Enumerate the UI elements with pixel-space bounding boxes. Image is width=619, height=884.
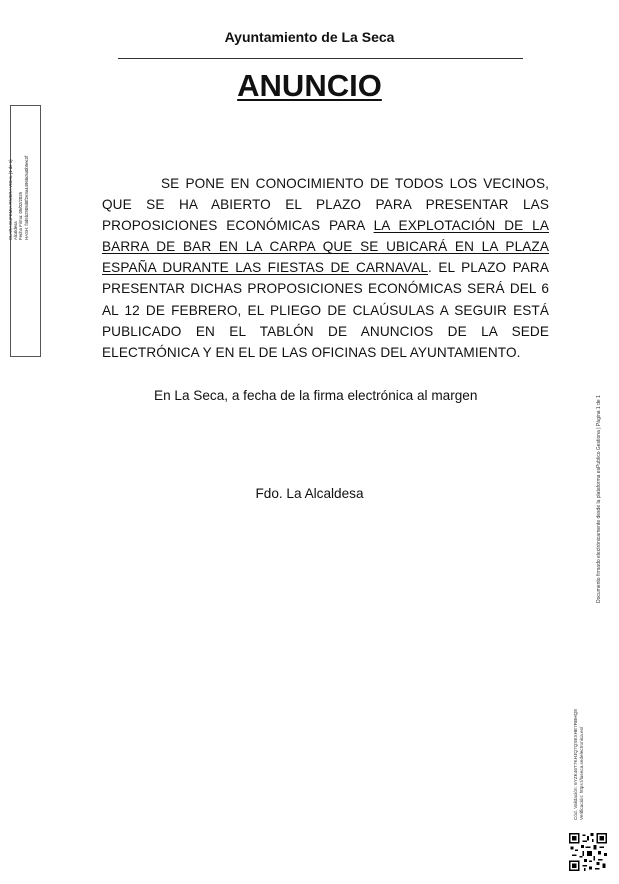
body-text-details: . EL PLAZO PARA PRESENTAR DICHAS PROPOSICIONES ECONÓMICAS SERÁ DEL 6 AL 12 DE FEBRERO, EL PLIEGO DE CLAÚSULAS A SEGUIR ESTÁ PUBLICADO EN EL TABLÓN DE ANUNCIOS DE LA SEDE ELECTRÓNICA Y EN EL DE LAS OFICINAS DEL AYUNTAMIENTO.: [102, 260, 549, 360]
page-title: [0, 68, 619, 104]
signer: Fdo. La Alcaldesa: [255, 486, 364, 501]
header-divider: [118, 58, 523, 59]
organization-name: Ayuntamiento de La Seca: [224, 29, 395, 45]
body-text-intro: SE PONE EN CONOCIMIENTO DE TODOS LOS VECINOS, QUE SE HA ABIERTO EL PLAZO PARA PRESENTAR LAS PROPOSICIONES ECONÓMICAS PARA: [102, 176, 549, 234]
validation-code: Cód. Validación: 6YZK46T7KHJQ7QSEXHE7RBHQ8: [573, 709, 578, 820]
stamp-signer-role: Alcaldesa: [13, 221, 19, 240]
stamp-hash: HASH: f4d5b2905d8f2e3a44966c5a0b5ec2f: [23, 155, 29, 240]
place-date: En La Seca, a fecha de la firma electrónica al margen: [154, 388, 478, 403]
verification-url: Verificación: https://laseca.sedelectronica.es/: [578, 726, 584, 820]
qr-code-icon: [569, 833, 607, 871]
platform-note: Documento firmado electrónicamente desde la plataforma esPublico Gestiona | Página 1 de 1: [596, 395, 602, 603]
stamp-signer-name: CLARA EUFEMIA RIVERA VIDAL (1 de 1): [8, 159, 13, 240]
body-text-subject: LA EXPLOTACIÓN DE LA BARRA DE BAR EN LA CARPA QUE SE UBICARÁ EN LA PLAZA ESPAÑA DURANTE LAS FIESTAS DE CARNAVAL: [102, 218, 549, 276]
stamp-sign-date: Fecha Firma: 05/02/2025: [18, 191, 24, 240]
title-text: ANUNCIO: [237, 68, 382, 103]
announcement-body: [102, 173, 549, 363]
